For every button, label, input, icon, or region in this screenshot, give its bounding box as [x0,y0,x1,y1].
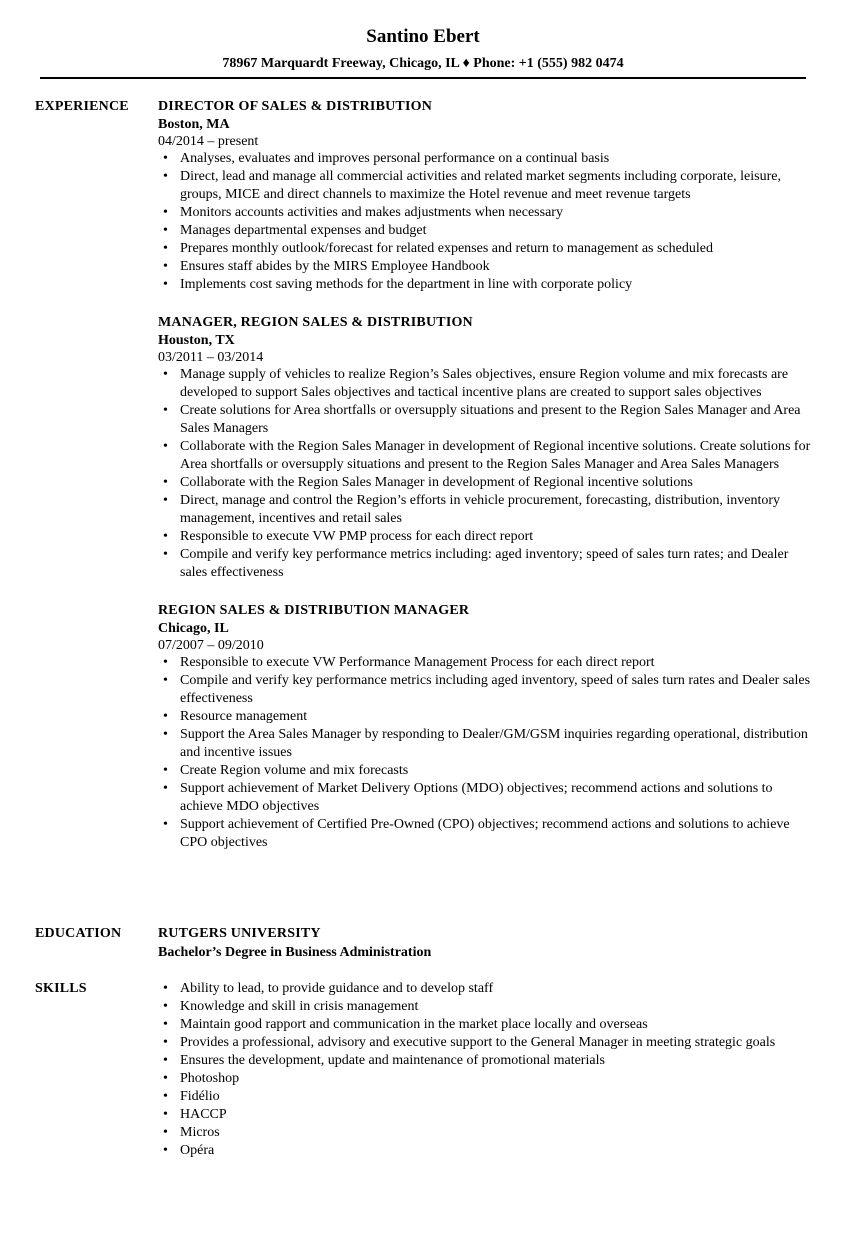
bullet-item: • Collaborate with the Region Sales Manager in development of Regional incentive solutions [158,474,818,492]
bullet-item: • Resource management [158,708,818,726]
section-title-experience: EXPERIENCE [35,99,129,114]
bullet-item: • Create solutions for Area shortfalls or oversupply situations and present to the Region Sales Manager and Area Sales Managers [158,402,818,438]
contact-line: 78967 Marquardt Freeway, Chicago, IL ♦ Phone: +1 (555) 982 0474 [222,56,624,71]
job-title: REGION SALES & DISTRIBUTION MANAGER [158,603,470,618]
skill-item: • HACCP [158,1106,818,1124]
bullet-item: • Support the Area Sales Manager by responding to Dealer/GM/GSM inquiries regarding operational, distribution and incentive issues [158,726,818,762]
bullet-item: • Responsible to execute VW Performance Management Process for each direct report [158,654,818,672]
job-entry [158,98,818,294]
job-dates: 04/2014 – present [158,134,259,149]
experience-body [158,98,818,872]
bullet-item: • Analyses, evaluates and improves personal performance on a continual basis [158,150,818,168]
skills-body [158,980,818,1160]
job-title: DIRECTOR OF SALES & DISTRIBUTION [158,99,433,114]
education-body [158,925,818,963]
resume-header [40,26,806,73]
job-location: Houston, TX [158,333,235,348]
section-title-education: EDUCATION [35,926,122,941]
degree: Bachelor’s Degree in Business Administration [158,945,432,960]
bullet-item: • Support achievement of Certified Pre-Owned (CPO) objectives; recommend actions and solutions to achieve CPO objectives [158,816,818,852]
skill-item: • Fidélio [158,1088,818,1106]
skill-item: • Knowledge and skill in crisis management [158,998,818,1016]
job-entry [158,314,818,582]
bullet-item: • Ensures staff abides by the MIRS Employee Handbook [158,258,818,276]
job-title: MANAGER, REGION SALES & DISTRIBUTION [158,315,473,330]
skills-list [158,980,818,1160]
skill-item: • Maintain good rapport and communication in the market place locally and overseas [158,1016,818,1034]
job-bullets [158,654,818,852]
bullet-item: • Collaborate with the Region Sales Manager in development of Regional incentive solutions. Create solutions for Area shortfalls or oversupply situations and present to the Region Sales Manager and Area Sales Managers [158,438,818,474]
job-dates: 07/2007 – 09/2010 [158,638,264,653]
job-bullets [158,366,818,582]
bullet-item: • Manages departmental expenses and budget [158,222,818,240]
bullet-item: • Responsible to execute VW PMP process for each direct report [158,528,818,546]
skill-item: • Ensures the development, update and maintenance of promotional materials [158,1052,818,1070]
job-location: Chicago, IL [158,621,229,636]
job-bullets [158,150,818,294]
job-entry [158,602,818,852]
header-divider [40,77,806,79]
bullet-item: • Monitors accounts activities and makes adjustments when necessary [158,204,818,222]
candidate-name: Santino Ebert [366,26,480,47]
bullet-item: • Prepares monthly outlook/forecast for related expenses and return to management as scheduled [158,240,818,258]
job-location: Boston, MA [158,117,230,132]
bullet-item: • Direct, manage and control the Region’s efforts in vehicle procurement, forecasting, distribution, inventory management, incentives and retail sales [158,492,818,528]
bullet-item: • Implements cost saving methods for the department in line with corporate policy [158,276,818,294]
bullet-item: • Manage supply of vehicles to realize Region’s Sales objectives, ensure Region volume and mix forecasts are developed to support Sales objectives and tactical incentive plans are created to support sales objectives [158,366,818,402]
bullet-item: • Create Region volume and mix forecasts [158,762,818,780]
school-name: RUTGERS UNIVERSITY [158,926,321,941]
bullet-item: • Compile and verify key performance metrics including: aged inventory; speed of sales turn rates; and Dealer sales effectiveness [158,546,818,582]
section-title-skills: SKILLS [35,981,87,996]
skill-item: • Micros [158,1124,818,1142]
skill-item: • Photoshop [158,1070,818,1088]
bullet-item: • Support achievement of Market Delivery Options (MDO) objectives; recommend actions and solutions to achieve MDO objectives [158,780,818,816]
bullet-item: • Direct, lead and manage all commercial activities and related market segments including corporate, leisure, groups, MICE and direct channels to maximize the Hotel revenue and meet revenue targets [158,168,818,204]
skill-item: • Provides a professional, advisory and executive support to the General Manager in meeting strategic goals [158,1034,818,1052]
skill-item: • Ability to lead, to provide guidance and to develop staff [158,980,818,998]
skill-item: • Opéra [158,1142,818,1160]
job-dates: 03/2011 – 03/2014 [158,350,264,365]
bullet-item: • Compile and verify key performance metrics including aged inventory, speed of sales turn rates and Dealer sales effectiveness [158,672,818,708]
